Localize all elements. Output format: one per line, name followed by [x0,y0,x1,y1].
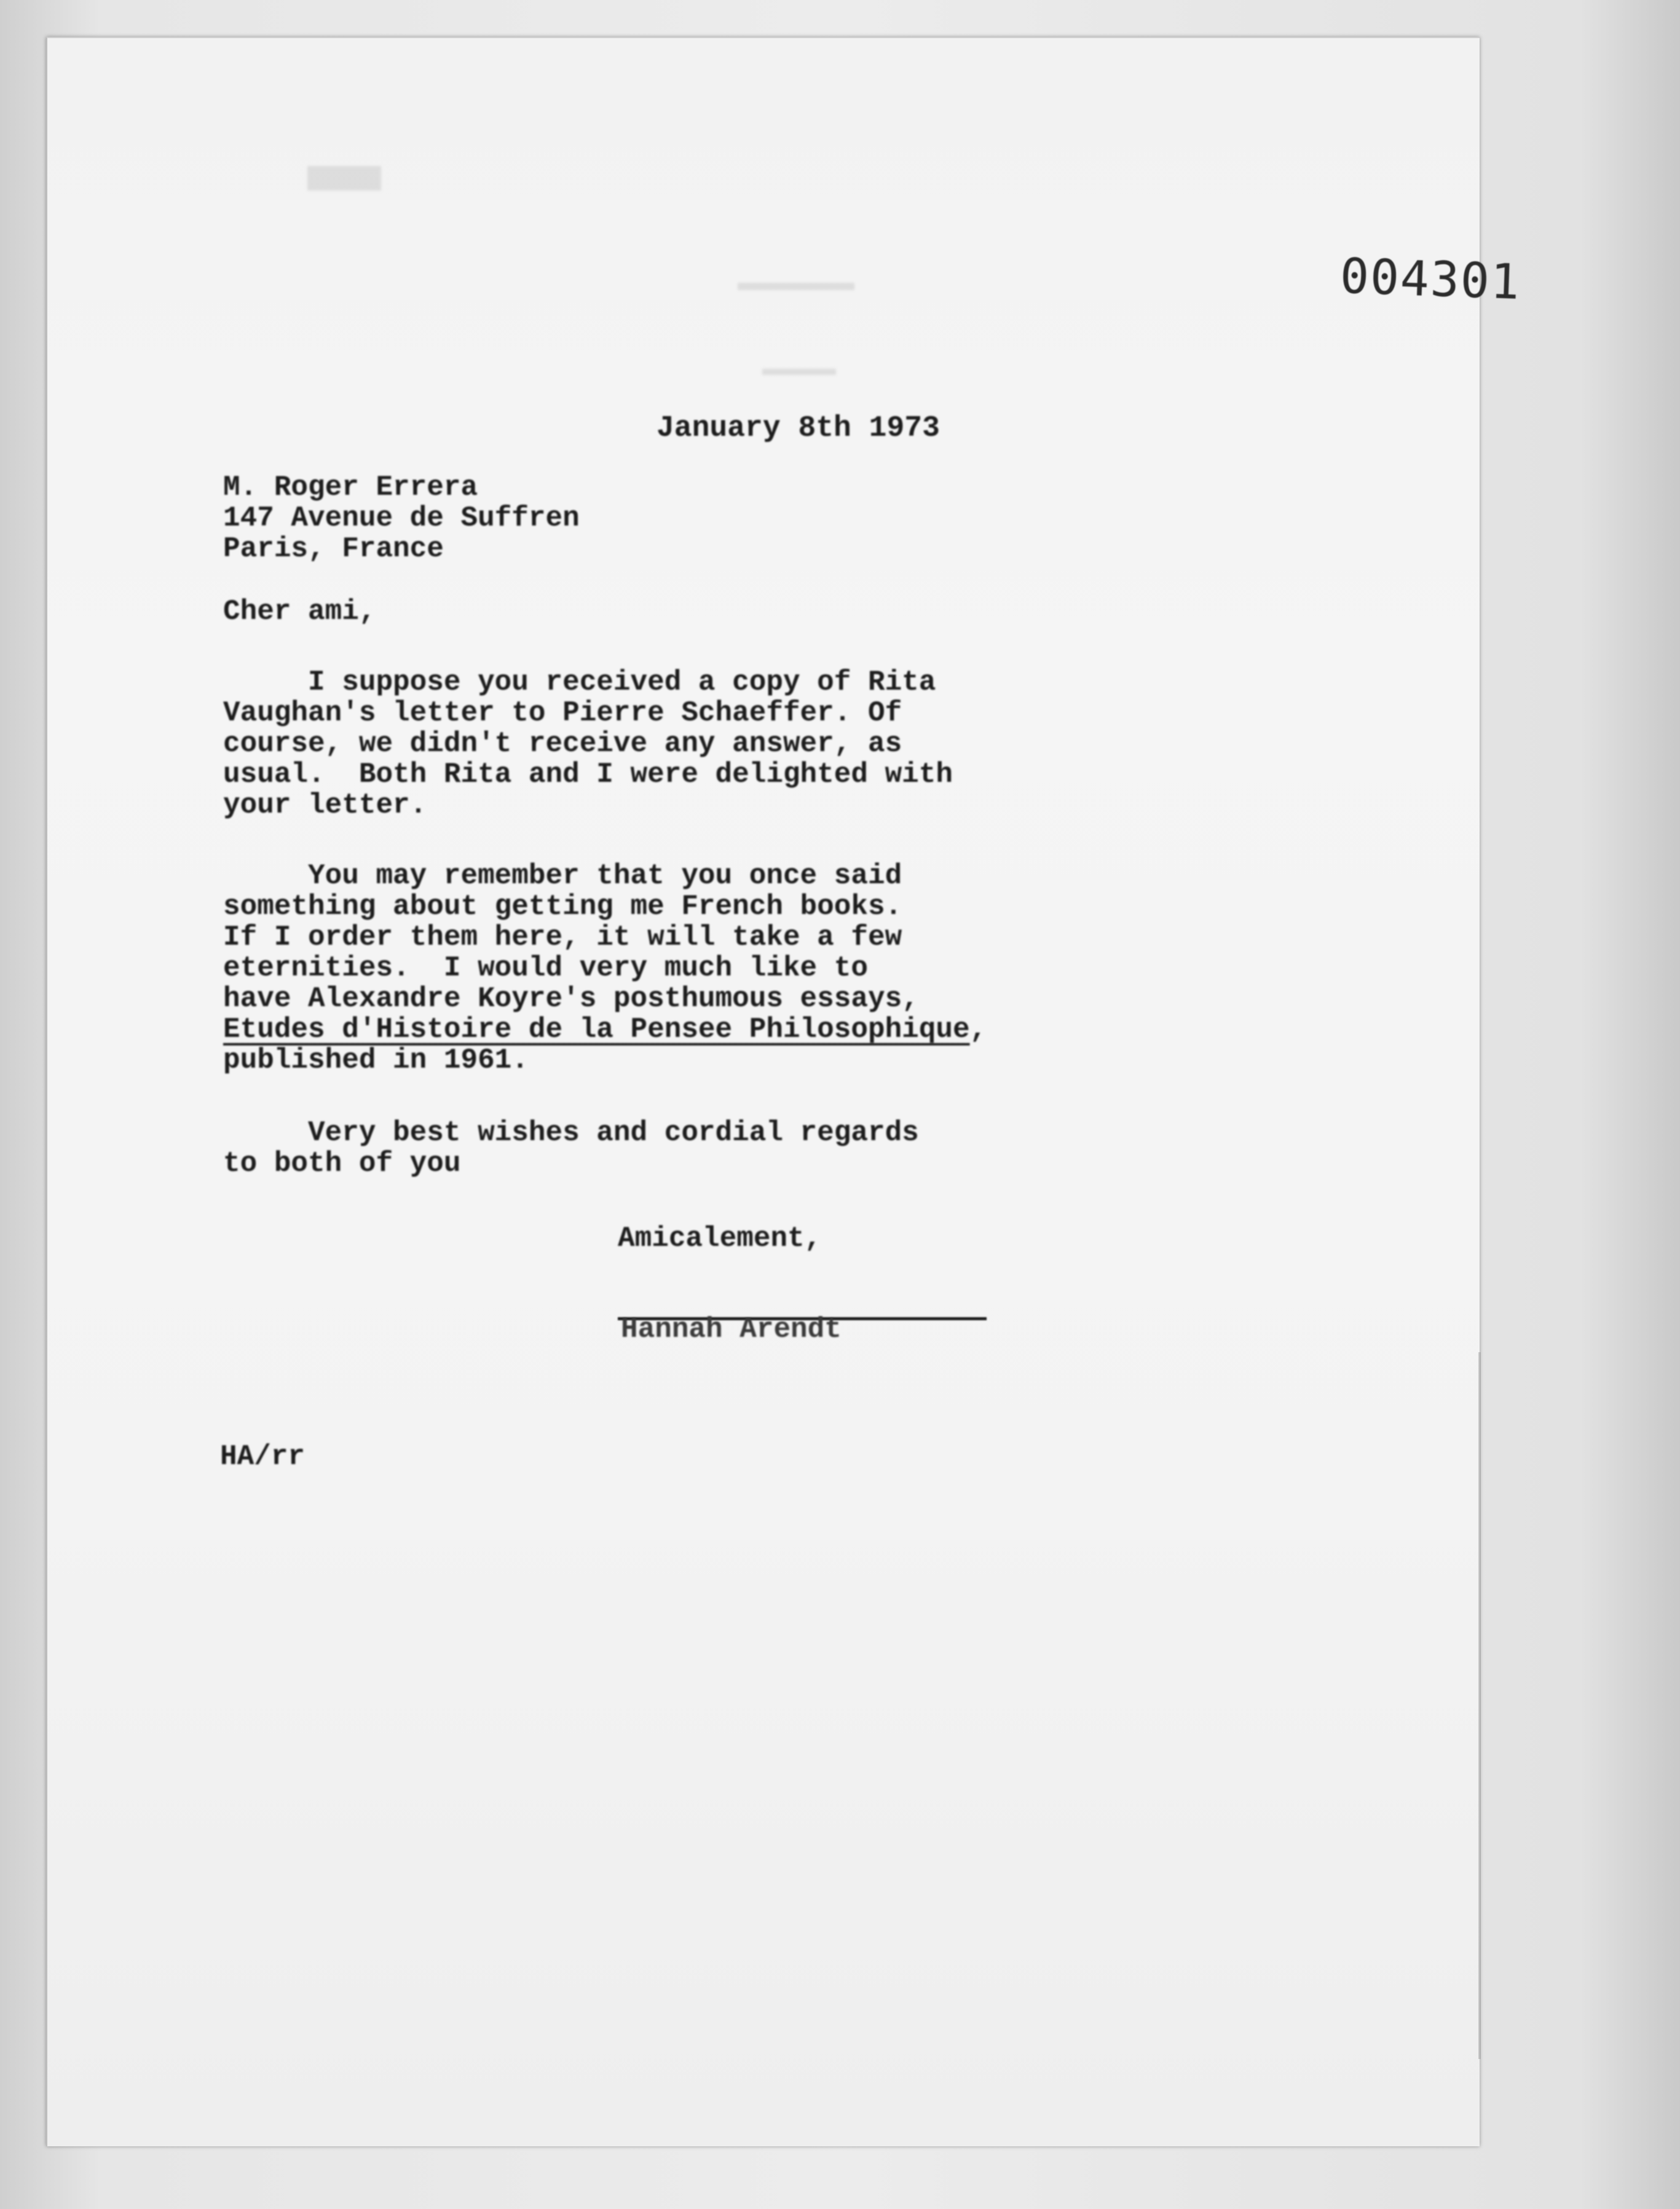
letter-page [46,37,1480,2146]
typist-initials: HA/rr [220,1441,306,1473]
paragraph-line: Vaughan's letter to Pierre Schaeffer. Of [223,697,902,729]
paragraph-3 [223,1117,919,1179]
paragraph-line: to both of you [223,1148,461,1179]
paragraph-line: eternities. I would very much like to [223,952,868,984]
paragraph-line: your letter. [223,789,427,821]
paragraph-line: usual. Both Rita and I were delighted with [223,758,953,790]
paragraph-line: If I order them here, it will take a few [223,921,902,953]
recipient-street: 147 Avenue de Suffren [223,502,580,534]
paragraph-2 [223,860,987,1076]
paragraph-line: something about getting me French books. [223,891,902,923]
paragraph-line: have Alexandre Koyre's posthumous essays, [223,983,919,1015]
faint-bleedthrough-mark [762,369,836,375]
paragraph-line: course, we didn't receive any answer, as [223,728,902,760]
recipient-address [223,472,580,564]
faint-bleedthrough-mark [738,283,854,290]
salutation: Cher ami, [223,596,376,628]
paragraph-line: I suppose you received a copy of Rita [223,666,936,698]
book-title: Etudes d'Histoire de la Pensee Philosophique [223,1014,970,1045]
book-title-comma: , [969,1014,987,1045]
faint-bleedthrough-mark [307,166,381,191]
paragraph-1 [223,667,953,821]
paragraph-line: You may remember that you once said [223,860,902,892]
archive-number: 004301 [1339,248,1522,311]
recipient-name: M. Roger Errera [223,471,478,503]
letter-date: January 8th 1973 [657,412,940,445]
closing: Amicalement, [618,1223,822,1254]
signer-name: Hannah Arendt [621,1313,842,1345]
recipient-city: Paris, France [223,533,444,565]
page-edge-shadow [1478,1352,1481,2059]
paragraph-line: Very best wishes and cordial regards [223,1117,919,1149]
paragraph-line: published in 1961. [223,1044,529,1076]
